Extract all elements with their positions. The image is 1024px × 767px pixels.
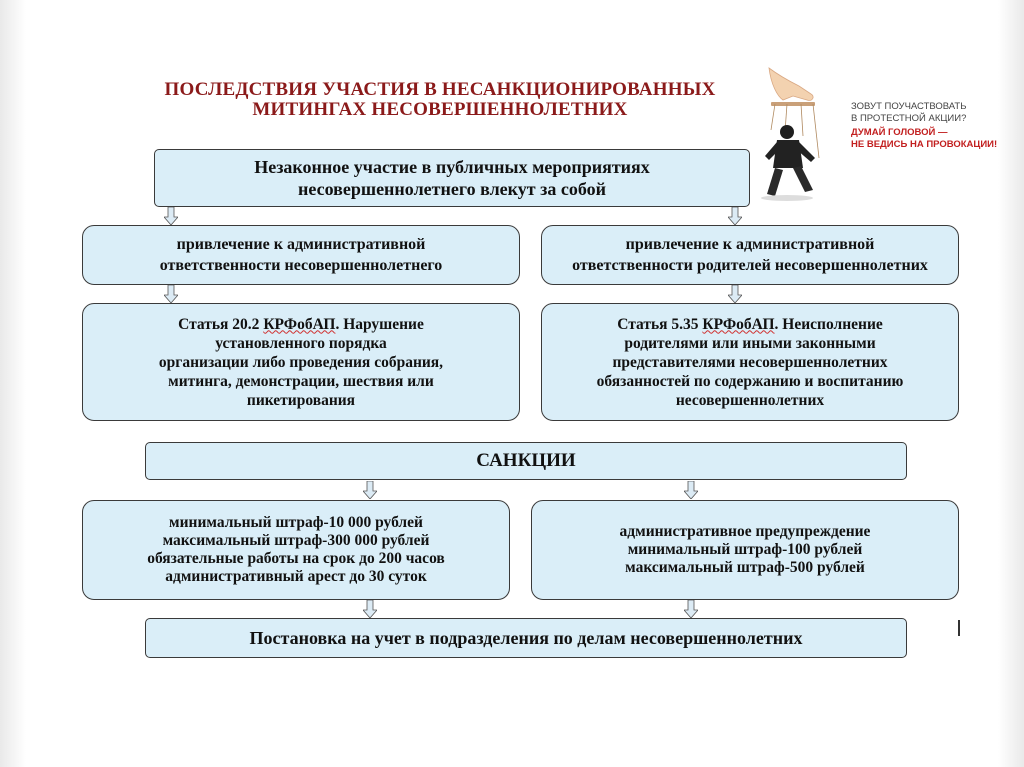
text-cursor-mark [958, 620, 960, 636]
page-shadow-left [0, 0, 26, 767]
sanctions-header-box [145, 442, 907, 480]
parents-sanctions-text: административное предупреждение минимальный штраф-100 рублей максимальный штраф-500 рублей [619, 523, 871, 576]
arrow-down-icon [684, 481, 698, 499]
parents-sanctions-box [531, 500, 959, 600]
sanctions-header-text: САНКЦИИ [476, 450, 576, 471]
arrow-down-icon [164, 207, 178, 225]
article-5-35-box [541, 303, 959, 421]
arrow-down-icon [164, 285, 178, 303]
poster-caption: ЗОВУТ ПОУЧАСТВОВАТЬ В ПРОТЕСТНОЙ АКЦИИ? ДУМАЙ ГОЛОВОЙ — НЕ ВЕДИСЬ НА ПРОВОКАЦИИ! [851, 101, 998, 150]
article-20-2-box [82, 303, 520, 421]
minor-liability-text: привлечение к административной ответственности несовершеннолетнего [159, 236, 443, 274]
article-5-35-text: Статья 5.35 КРФобАП. Неисполнение родителями или иными законными представителями несовершеннолетних обязанностей по содержанию и воспитанию несовершеннолетних [596, 315, 904, 409]
consequences-intro-box [154, 149, 750, 207]
registration-outcome-box [145, 618, 907, 658]
parents-liability-box [541, 225, 959, 285]
consequences-intro-text: Незаконное участие в публичных мероприятиях несовершеннолетнего влекут за собой [254, 157, 650, 199]
article-20-2-text: Статья 20.2 КРФобАП. Нарушение установленного порядка организации либо проведения собрания, митинга, демонстрации, шествия или пикетирования [158, 315, 444, 409]
slide-title: ПОСЛЕДСТВИЯ УЧАСТИЯ В НЕСАНКЦИОНИРОВАННЫХ МИТИНГАХ НЕСОВЕРШЕННОЛЕТНИХ [164, 79, 716, 120]
arrow-down-icon [363, 600, 377, 618]
arrow-down-icon [728, 285, 742, 303]
parents-liability-text: привлечение к административной ответственности родителей несовершеннолетних [572, 236, 928, 274]
arrow-down-icon [363, 481, 377, 499]
minor-sanctions-text: минимальный штраф-10 000 рублей максимальный штраф-300 000 рублей обязательные работы на срок до 200 часов административный арест до 30 суток [147, 514, 445, 585]
registration-outcome-text: Постановка на учет в подразделения по делам несовершеннолетних [249, 627, 803, 648]
arrow-down-icon [684, 600, 698, 618]
minor-liability-box [82, 225, 520, 285]
minor-sanctions-box [82, 500, 510, 600]
arrow-down-icon [728, 207, 742, 225]
